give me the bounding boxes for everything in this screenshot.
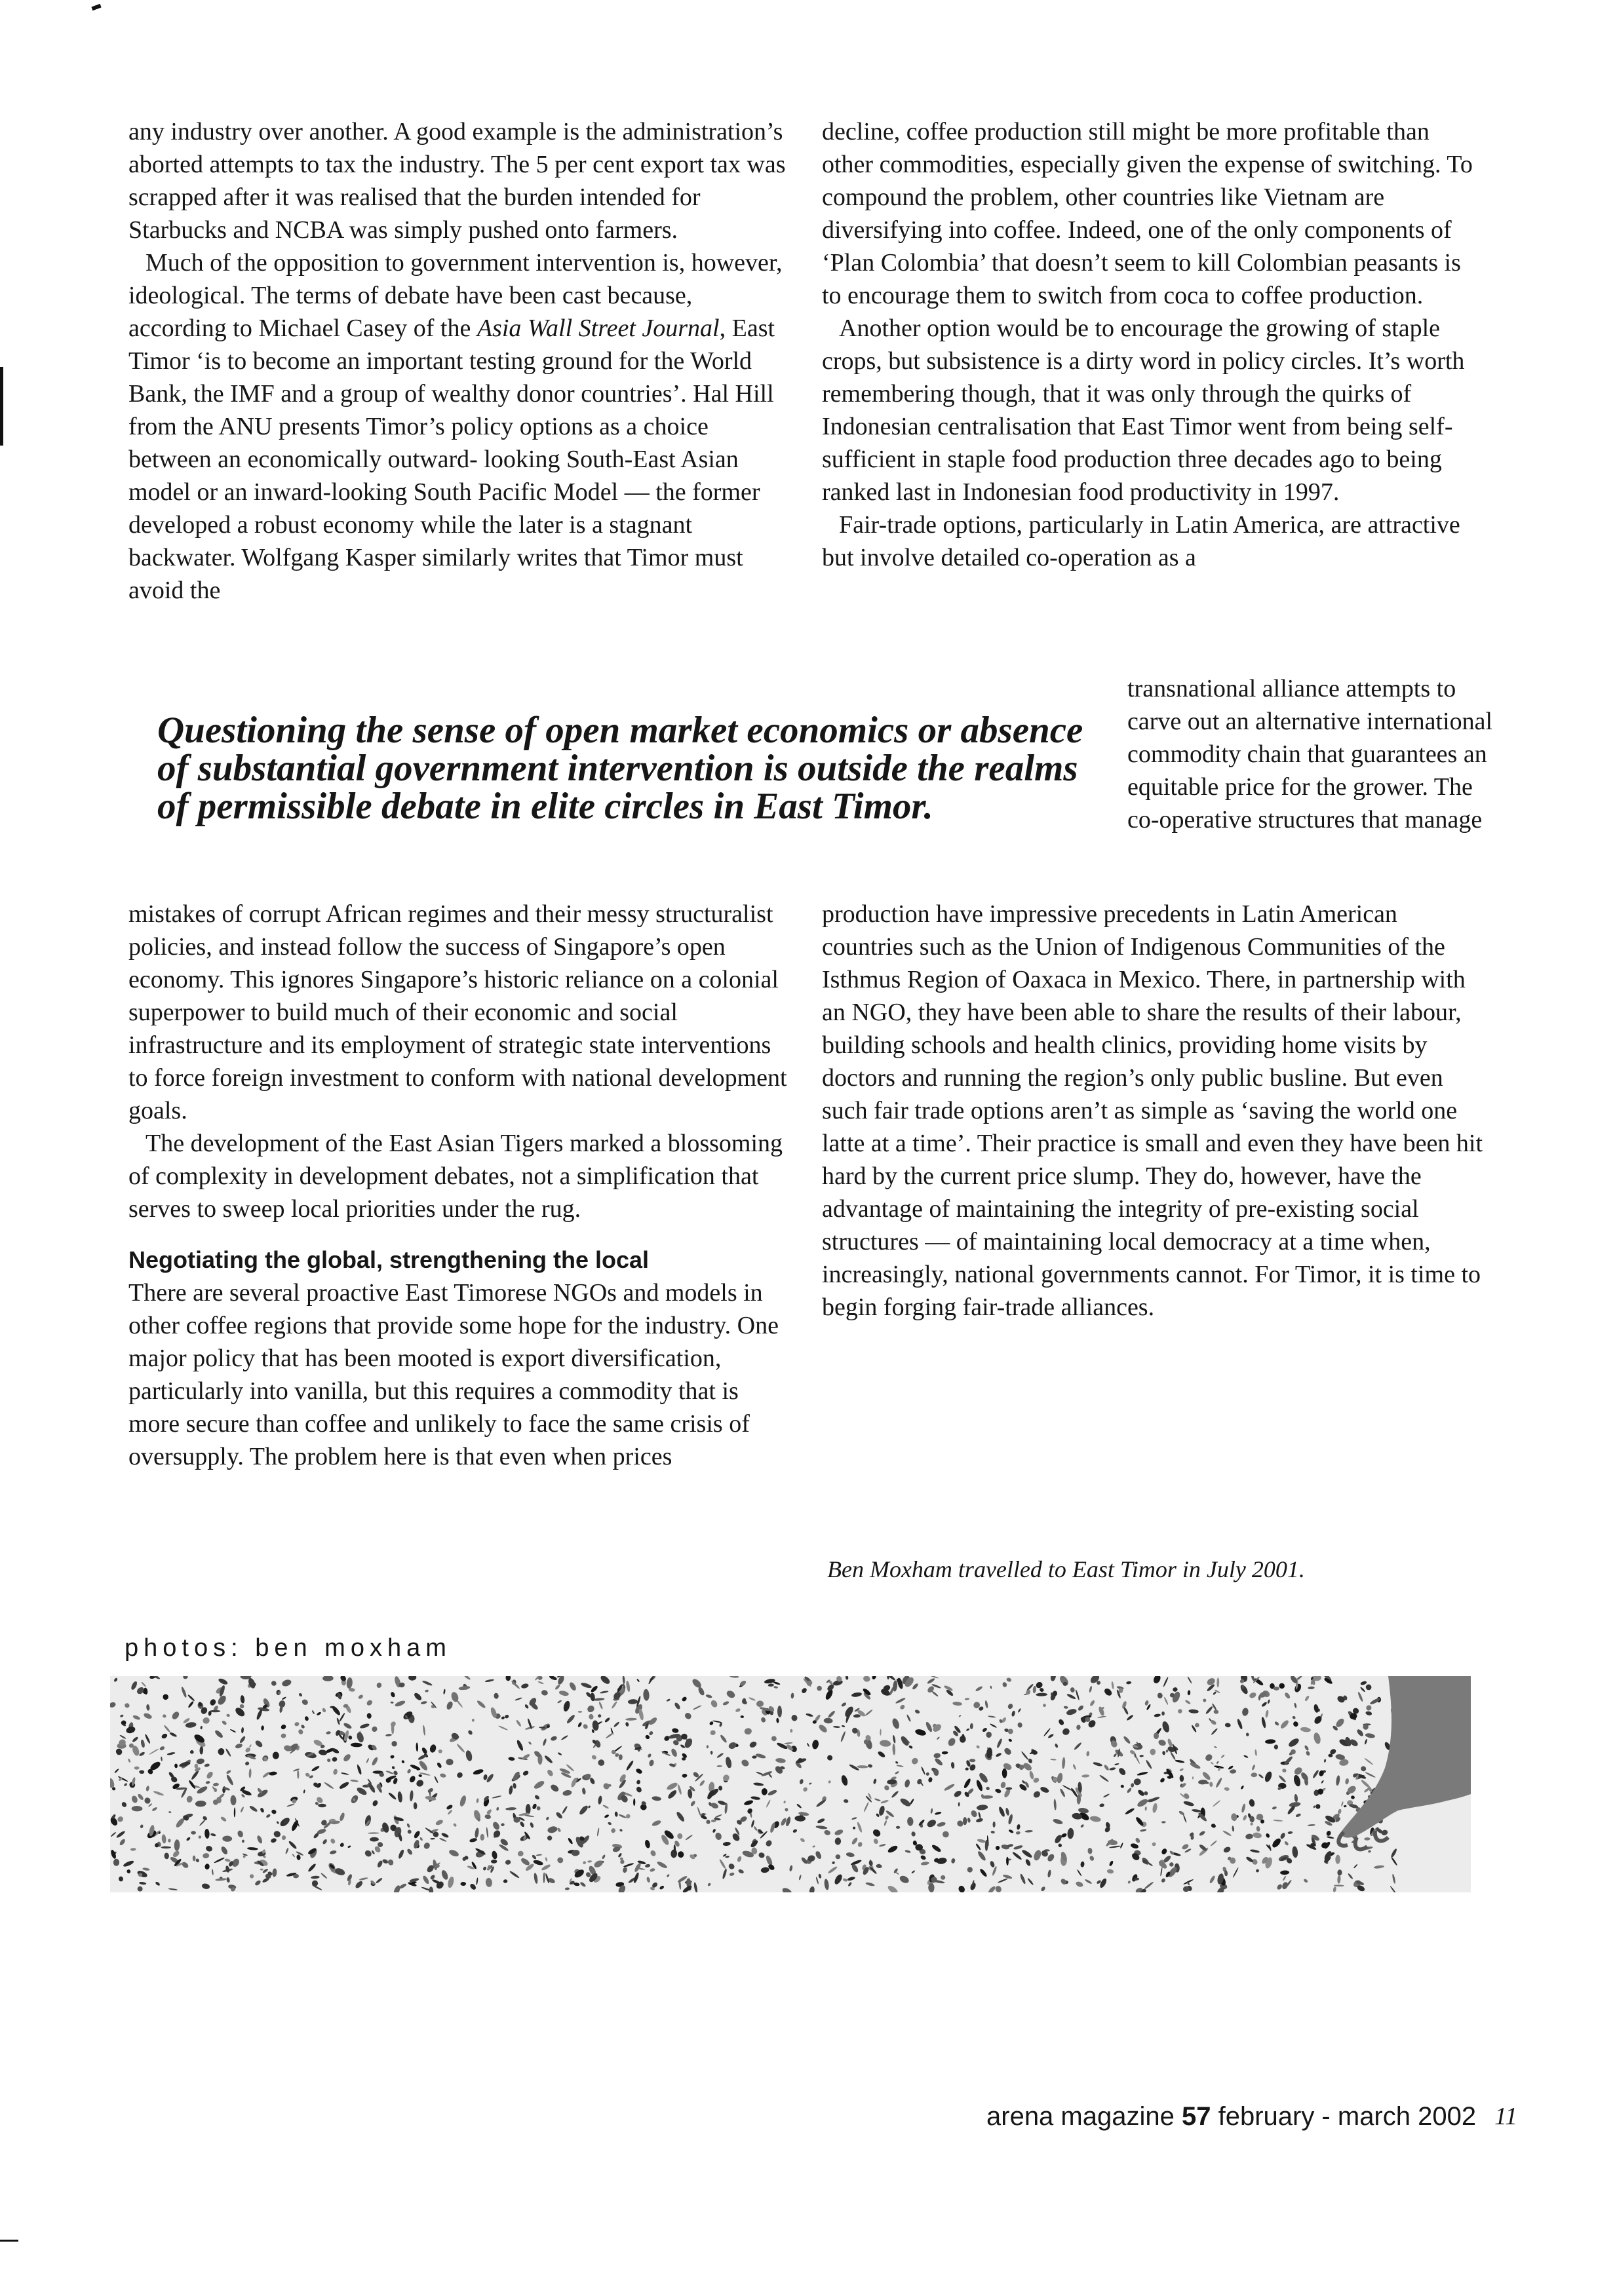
paragraph: transnational alliance attempts to carve out an alternative international commodity chain that guarantees an equitable price for the grower. The co-operative structures that manage: [1127, 675, 1493, 833]
issue-date: february - march 2002: [1211, 2102, 1477, 2131]
scan-mark-bottom: [0, 2240, 18, 2242]
paragraph: Fair-trade options, particularly in Latin America, are attractive but involve detailed co-operation as a: [822, 511, 1460, 571]
photo-credit: photos: ben moxham: [125, 1634, 452, 1662]
coffee-beans-photo: [110, 1676, 1471, 1892]
paragraph: any industry over another. A good example is the administration’s aborted attempts to tax the industry. The 5 per cent export tax was scrapped after it was realised that the burden intended for Starbucks and NCBA was simply pushed onto farmers.: [128, 118, 786, 244]
paragraph: decline, coffee production still might be more profitable than other commodities, especially given the expense of switching. To compound the problem, other countries like Vietnam are diversifying into coffee. Indeed, one of the only components of ‘Plan Colombia’ that doesn’t seem to kill Colombian peasants is to encourage them to switch from coca to coffee production.: [822, 118, 1473, 309]
article-column-left-bottom: [128, 898, 790, 1473]
issue-number: 57: [1181, 2102, 1211, 2131]
publication-name: Asia Wall Street Journal: [477, 315, 720, 342]
magazine-name: arena magazine: [986, 2102, 1182, 2131]
article-column-right-narrow: [1127, 672, 1494, 836]
article-column-left-top: [128, 115, 790, 607]
article-column-right-bottom: [822, 898, 1484, 1324]
scan-mark-left: [0, 367, 3, 446]
text-run: , East Timor ‘is to become an important testing ground for the World Bank, the IMF and a group of wealthy donor countries’. Hal Hill from the ANU presents Timor’s policy options as a choice between an economically outward- looking South-East Asian model or an inward-looking South Pacific Model — the former developed a robust economy while the later is a stagnant backwater. Wolfgang Kasper similarly writes that Timor must avoid the: [128, 315, 775, 604]
page-number: 11: [1494, 2103, 1518, 2130]
paragraph: [128, 246, 790, 607]
pull-quote: Questioning the sense of open market economics or absence of substantial government intervention is outside the realms of permissible debate in elite circles in East Timor.: [157, 710, 1083, 827]
paragraph: mistakes of corrupt African regimes and their messy structuralist policies, and instead follow the success of Singapore’s open economy. This ignores Singapore’s historic reliance on a colonial superpower to build much of their economic and social infrastructure and its employment of strategic state interventions to force foreign investment to conform with national development goals.: [128, 900, 787, 1124]
article-column-right-top: [822, 115, 1484, 574]
author-byline: Ben Moxham travelled to East Timor in July 2001.: [827, 1556, 1305, 1582]
section-heading: Negotiating the global, strengthening the local: [128, 1246, 650, 1273]
scan-mark-top: [91, 4, 101, 10]
paragraph: Another option would be to encourage the growing of staple crops, but subsistence is a dirty word in policy circles. It’s worth remembering though, that it was only through the quirks of Indonesian centralisation that East Timor went from being self-sufficient in staple food production three decades ago to being ranked last in Indonesian food productivity in 1997.: [822, 315, 1465, 506]
paragraph: production have impressive precedents in Latin American countries such as the Union of Indigenous Communities of the Isthmus Region of Oaxaca in Mexico. There, in partnership with an NGO, they have been able to share the results of their labour, building schools and health clinics, providing home visits by doctors and running the region’s only public busline. But even such fair trade options aren’t as simple as ‘saving the world one latte at a time’. Their practice is small and even they have been hit hard by the current price slump. They do, however, have the advantage of maintaining the integrity of pre-existing social structures — of maintaining local democracy at a time when, increasingly, national governments cannot. For Timor, it is time to begin forging fair-trade alliances.: [822, 900, 1483, 1321]
paragraph: The development of the East Asian Tigers marked a blossoming of complexity in development debates, not a simplification that serves to sweep local priorities under the rug.: [128, 1130, 783, 1223]
text-run: Much of the opposition to government intervention is, however, ideological. The terms of debate have been cast because, according to Michael Casey of the: [128, 249, 783, 342]
paragraph: There are several proactive East Timorese NGOs and models in other coffee regions that provide some hope for the industry. One major policy that has been mooted is export diversification, particularly into vanilla, but this requires a commodity that is more secure than coffee and unlikely to face the same crisis of oversupply. The problem here is that even when prices: [128, 1279, 779, 1470]
page-footer: [986, 2100, 1476, 2133]
